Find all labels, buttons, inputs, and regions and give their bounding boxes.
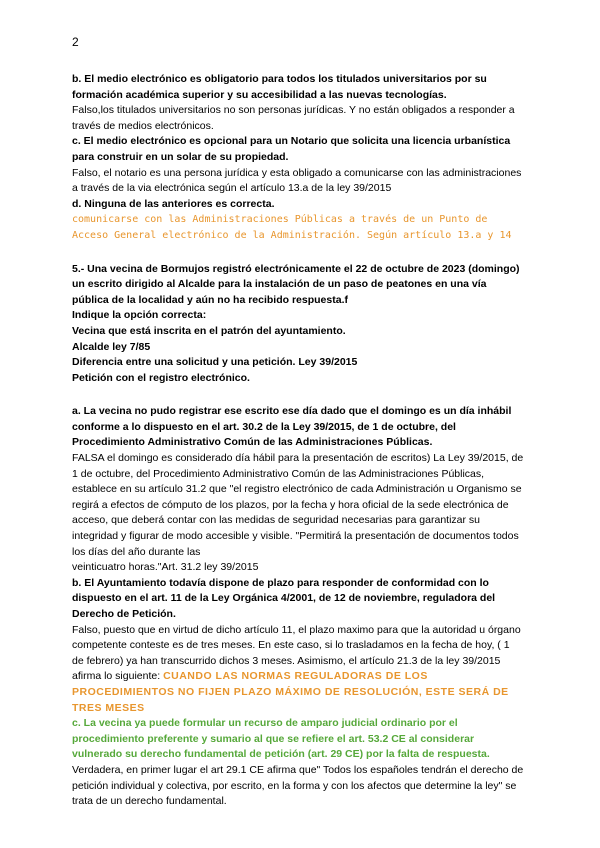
q5-option-a-answer: FALSA el domingo es considerado día hábil para la presentación de escritos) La Ley 39/2015, de 1 de octubre, del Procedimiento Administrativo Común de las Administraciones Públicas, establece en su artículo 31.2 que "el registro electrónico de cada Administración u Organismo se regirá a efectos de cómputo de los plazos, por la fecha y hora oficial de la sede electrónica de acceso, que deberá contar con las medidas de seguridad necesarias para garantizar su integridad y figurar de modo accesible y visible. "Permitirá la presentación de documentos todos los días del año durante las bbox=[72, 452, 524, 558]
option-b-statement: b. El medio electrónico es obligatorio para todos los titulados universitarios por su formación académica superior y su accesibilidad a las nuevas tecnologías. bbox=[72, 73, 487, 101]
page-content bbox=[72, 72, 524, 810]
q5-option-b-statement: b. El Ayuntamiento todavía dispone de plazo para responder de conformidad con lo dispuesto en el art. 11 de la Ley Orgánica 4/2001, de 12 de noviembre, reguladora del Derecho de Petición. bbox=[72, 576, 496, 620]
question-5-statement: 5.- Una vecina de Bormujos registró electrónicamente el 22 de octubre de 2023 (domingo) un escrito dirigido al Alcalde para la instalación de un paso de peatones en una vía pública de la localidad y aún no ha recibido respuesta.f bbox=[72, 262, 520, 306]
option-c-statement: c. El medio electrónico es opcional para un Notario que solicita una licencia urbanística para construir en un solar de su propiedad. bbox=[72, 135, 511, 163]
q5-option-a-statement: a. La vecina no pudo registrar ese escrito ese día dado que el domingo es un día inhábil conforme a lo dispuesto en el art. 30.2 de la Ley 39/2015, de 1 de octubre, del Procedimiento Administrativo Común de las Administraciones Públicas. bbox=[72, 405, 512, 449]
option-d-note: comunicarse con las Administraciones Públicas a través de un Punto de Acceso General electrónico de la Administración. Según artículo 13.a y 14 bbox=[72, 214, 512, 241]
q5-option-b-quote: CUANDO LAS NORMAS REGULADORAS DE LOS PROCEDIMIENTOS NO FIJEN PLAZO MÁXIMO DE RESOLUCIÓN, ESTE SERÁ DE TRES MESES bbox=[72, 670, 509, 714]
question-5-note: Petición con el registro electrónico. bbox=[72, 371, 250, 384]
option-c-answer: Falso, el notario es una persona jurídica y esta obligado a comunicarse con las administraciones a través de la via electrónica según el artículo 13.a de la ley 39/2015 bbox=[72, 166, 522, 195]
option-b-answer: Falso,los titulados universitarios no son personas jurídicas. Y no están obligados a responder a través de medios electrónicos. bbox=[72, 104, 515, 132]
q5-option-a-answer-cont: veinticuatro horas."Art. 31.2 ley 39/2015 bbox=[72, 561, 259, 574]
option-d-statement: d. Ninguna de las anteriores es correcta. bbox=[72, 197, 275, 210]
question-5-note: Diferencia entre una solicitud y una petición. Ley 39/2015 bbox=[72, 356, 358, 369]
q5-option-b-answer-text: Falso, puesto que en virtud de dicho artículo 11, el plazo maximo para que la autoridad u órgano competente conteste es de tres meses. En este caso, si lo trasladamos en la fecha de hoy, ( 1 de febrero) ya han transcurrido dichos 3 meses. Asimismo, el artículo 21.3 de la ley 39/2015 afirma lo siguiente: bbox=[72, 623, 521, 683]
page-number: 2 bbox=[72, 35, 79, 49]
question-5-note: Vecina que está inscrita en el patrón del ayuntamiento. bbox=[72, 324, 346, 337]
q5-option-b-answer bbox=[72, 623, 524, 717]
q5-option-c-answer: Verdadera, en primer lugar el art 29.1 CE afirma que" Todos los españoles tendrán el derecho de petición individual y colectiva, por escrito, en la forma y con los afectos que determine la ley" se trata de un derecho fundamental. bbox=[72, 763, 524, 808]
q5-option-c-statement: c. La vecina ya puede formular un recurso de amparo judicial ordinario por el procedimiento preferente y sumario al que se refiere el art. 53.2 CE al considerar vulnerado su derecho fundamental de petición (art. 29 CE) por la falta de respuesta. bbox=[72, 717, 490, 761]
question-5-note: Alcalde ley 7/85 bbox=[72, 340, 151, 353]
question-5-instruction: Indique la opción correcta: bbox=[72, 309, 207, 322]
